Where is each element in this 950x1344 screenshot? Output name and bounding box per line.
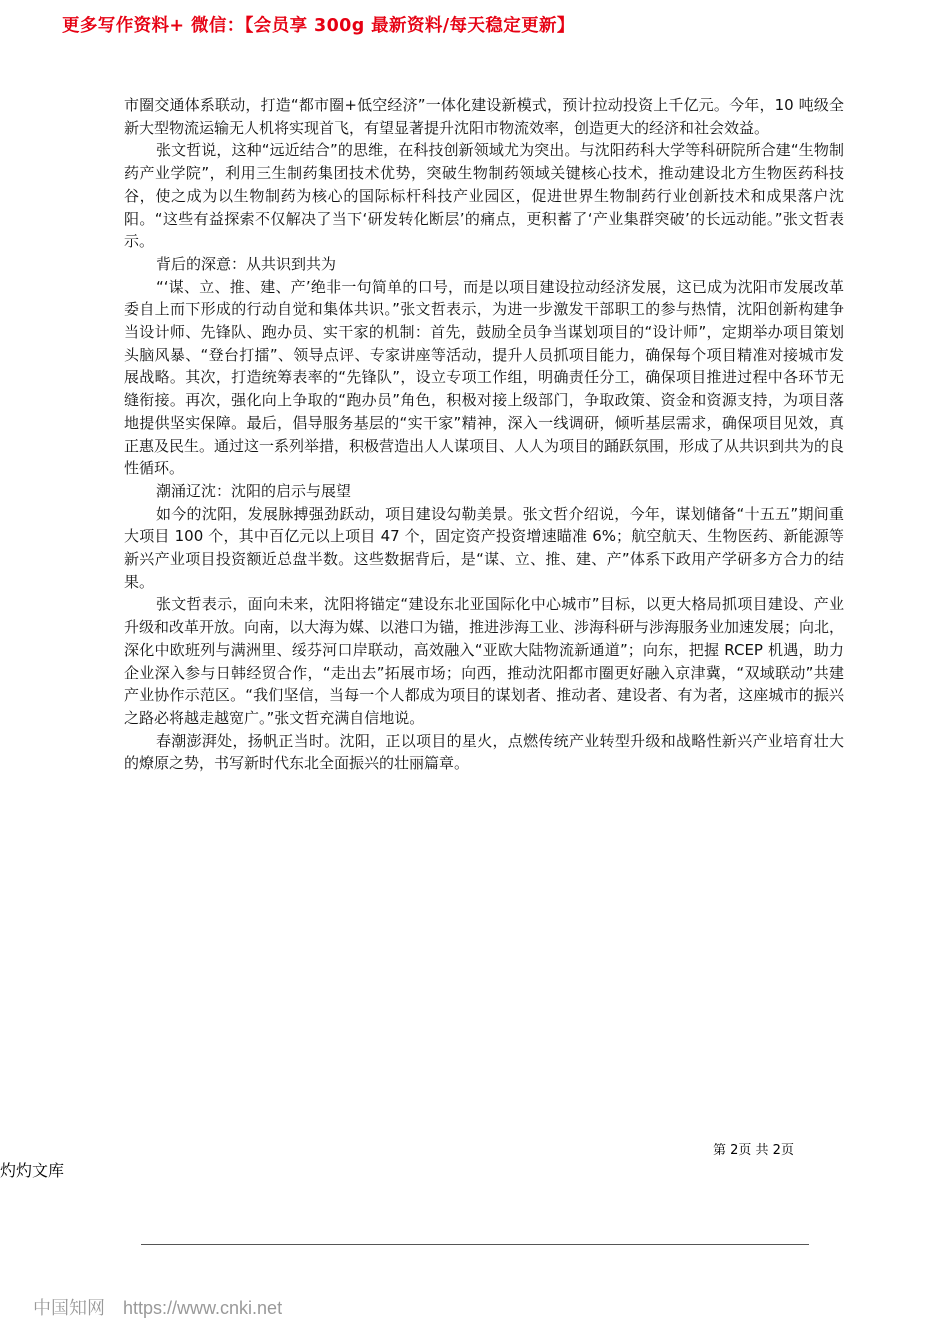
article-paragraph: 市圈交通体系联动，打造“都市圈+低空经济”一体化建设新模式，预计拉动投资上千亿元。今年，10 吨级全新大型物流运输无人机将实现首飞，有望显著提升沈阳市物流效率，创造更大的经济和社会效益。 [124, 96, 844, 137]
section-heading: 背后的深意：从共识到共为 [156, 254, 337, 273]
watermark-name: 中国知网 [33, 1298, 105, 1319]
site-name: 灼灼文库 [0, 1161, 65, 1180]
section-heading: 潮涌辽沈：沈阳的启示与展望 [156, 481, 352, 500]
watermark-url[interactable]: https://www.cnki.net [123, 1298, 283, 1318]
article-paragraph: 张文哲表示，面向未来，沈阳将锚定“建设东北亚国际化中心城市”目标，以更大格局抓项目建设、产业升级和改革开放。向南，以大海为媒、以港口为锚，推进涉海工业、涉海科研与涉海服务业加速发展；向北，深化中欧班列与满洲里、绥芬河口岸联动，高效融入“亚欧大陆物流新通道”；向东，把握 RCEP 机遇，助力企业深入参与日韩经贸合作，“走出去”拓展市场；向西，推动沈阳都市圈更好融入京津冀，“双域联动”共建产业协作示范区。“我们坚信，当每一个人都成为项目的谋划者、推动者、建设者、有为者，这座城市的振兴之路必将越走越宽广。”张文哲充满自信地说。 [124, 595, 845, 727]
article-paragraph: 张文哲说，这种“远近结合”的思维，在科技创新领域尤为突出。与沈阳药科大学等科研院所合建“生物制药产业学院”，利用三生制药集团技术优势，突破生物制药领域关键核心技术，推动建设北方生物医药科技谷，使之成为以生物制药为核心的国际标杆科技产业园区，促进世界生物制药行业创新技术和成果落户沈阳。“这些有益探索不仅解决了当下‘研发转化断层’的痛点，更积蓄了‘产业集群突破’的长远动能。”张文哲表示。 [124, 141, 844, 251]
article-paragraph: 春潮澎湃处，扬帆正当时。沈阳，正以项目的星火，点燃传统产业转型升级和战略性新兴产业培育壮大的燎原之势，书写新时代东北全面振兴的壮丽篇章。 [124, 731, 844, 773]
article-paragraph: 如今的沈阳，发展脉搏强劲跃动，项目建设勾勒美景。张文哲介绍说，今年，谋划储备“十五五”期间重大项目 100 个，其中百亿元以上项目 47 个，固定资产投资增速瞄准 6%；航空航天、生物医药、新能源等新兴产业项目投资额近总盘半数。这些数据背后，是“谋、立、推、建、产”体系下政用产学研多方合力的结果。 [124, 504, 844, 591]
page-number: 第 2页 共 2页 [713, 1143, 794, 1158]
promo-banner: 更多写作资料+ 微信：【会员享 300g 最新资料/每天稳定更新】 [62, 16, 575, 36]
article-paragraph: “‘谋、立、推、建、产’绝非一句简单的口号，而是以项目建设拉动经济发展，这已成为沈阳市发展改革委自上而下形成的行动自觉和集体共识。”张文哲表示，为进一步激发干部职工的参与热情，沈阳创新构建争当设计师、先锋队、跑办员、实干家的机制：首先，鼓励全员争当谋划项目的“设计师”，定期举办项目策划头脑风暴、“登台打擂”、领导点评、专家讲座等活动，提升人员抓项目能力，确保每个项目精准对接城市发展战略。其次，打造统筹表率的“先锋队”，设立专项工作组，明确责任分工，确保项目推进过程中各环节无缝衔接。再次，强化向上争取的“跑办员”角色，积极对接上级部门，争取政策、资金和资源支持，为项目落地提供坚实保障。最后，倡导服务基层的“实干家”精神，深入一线调研，倾听基层需求，确保项目见效，真正惠及民生。通过这一系列举措，积极营造出人人谋项目、人人为项目的踊跃氛围，形成了从共识到共为的良性循环。 [124, 277, 845, 478]
article-body [124, 94, 844, 775]
footer-watermark [33, 1294, 282, 1320]
footer-divider [141, 1244, 809, 1245]
